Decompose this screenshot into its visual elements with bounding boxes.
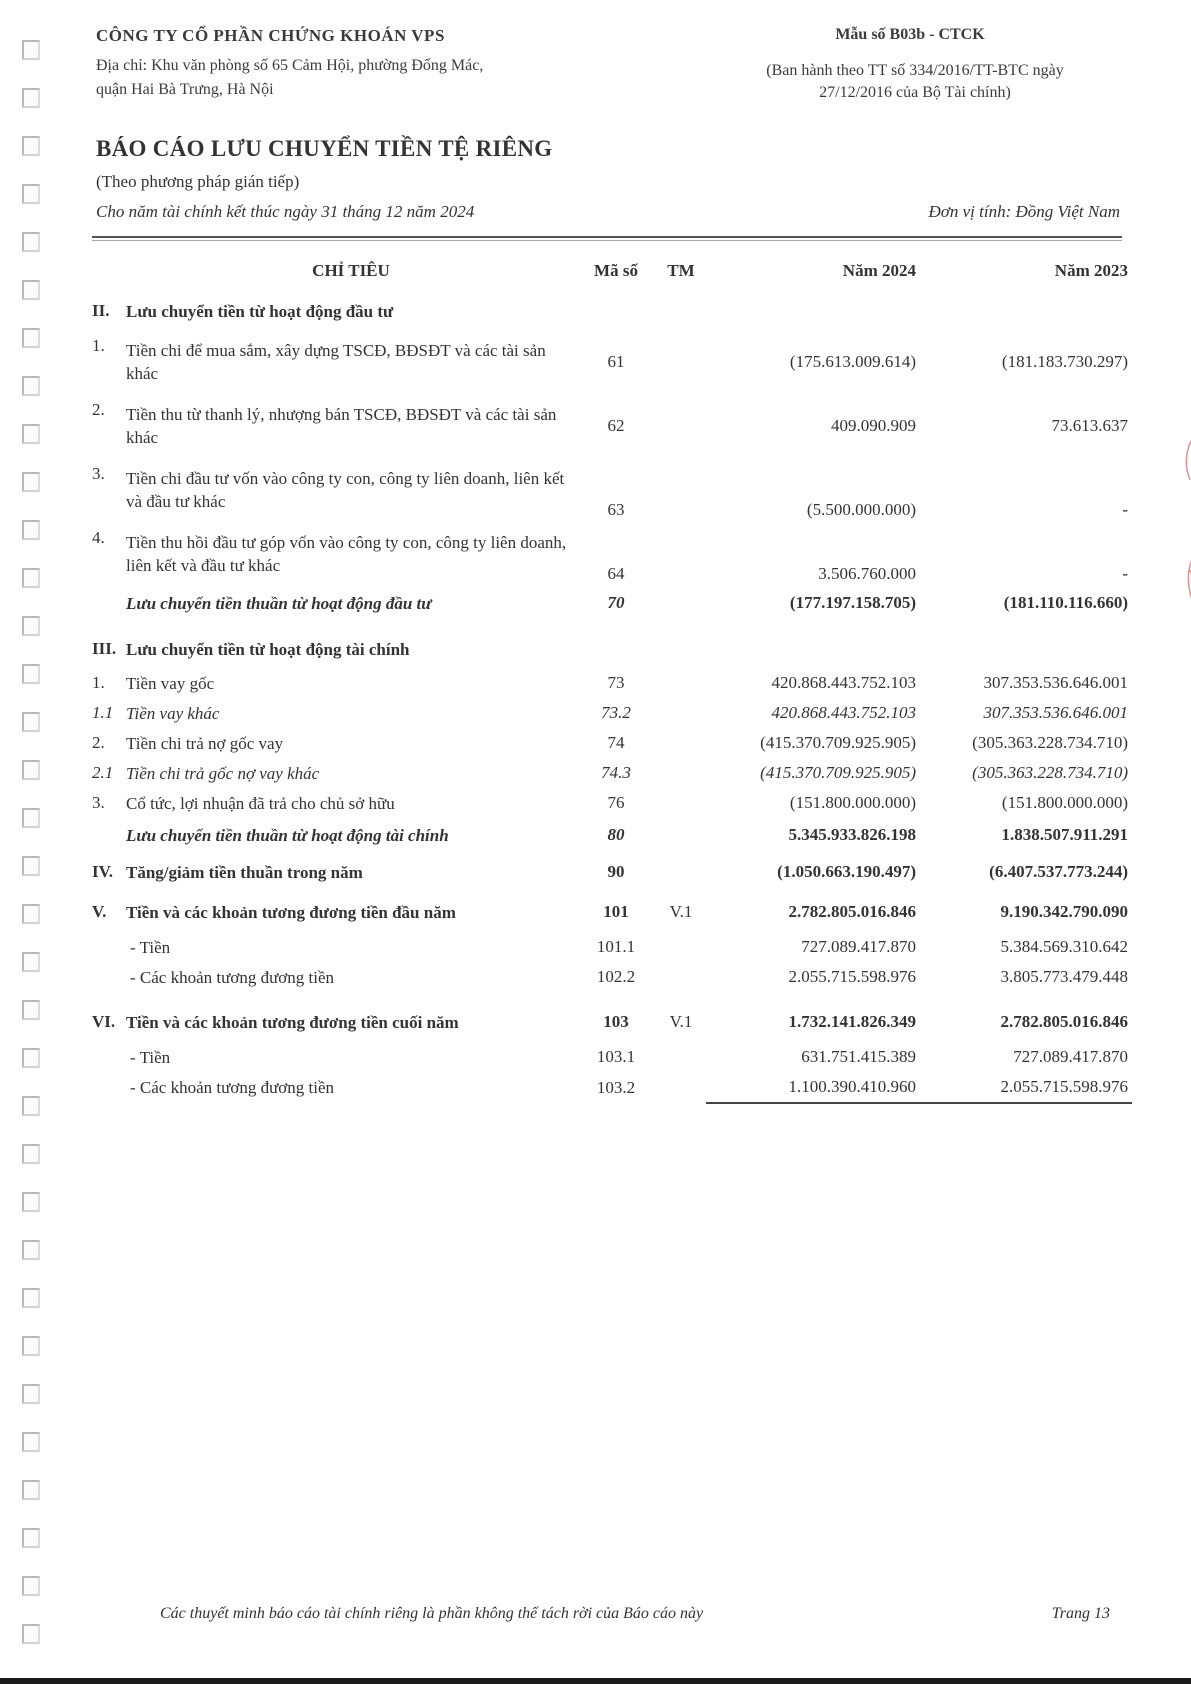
row-code: 103 [603, 1012, 629, 1031]
binding-hole [22, 1336, 40, 1356]
row-value-2023: 5.384.569.310.642 [1000, 937, 1128, 956]
row-note: V.1 [669, 902, 693, 921]
form-issued-line2: 27/12/2016 của Bộ Tài chính) [819, 84, 1011, 101]
form-code: Mẫu số B03b - CTCK [835, 26, 985, 43]
binding-hole [22, 472, 40, 492]
row-value-2023: 3.805.773.479.448 [1000, 967, 1128, 986]
table-row [92, 330, 1132, 394]
binding-hole [22, 568, 40, 588]
binding-hole [22, 808, 40, 828]
binding-hole [22, 328, 40, 348]
binding-hole [22, 1432, 40, 1452]
row-value-2024: 2.782.805.016.846 [788, 902, 916, 921]
row-code: 76 [607, 793, 625, 812]
row-value-2024: 1.732.141.826.349 [788, 1012, 916, 1031]
binding-hole [22, 760, 40, 780]
binding-hole [22, 40, 40, 60]
company-name: CÔNG TY CỔ PHẦN CHỨNG KHOÁN VPS [96, 26, 445, 45]
row-label: Tiền chi đầu tư vốn vào công ty con, công ty liên doanh, liên kết và đầu tư khác [126, 469, 565, 511]
row-value-2024: (151.800.000.000) [789, 793, 916, 812]
section-label: Lưu chuyển tiền từ hoạt động đầu tư [126, 301, 394, 321]
binding-hole [22, 1288, 40, 1308]
net-code: 70 [607, 593, 625, 612]
table-row [92, 932, 1132, 962]
section-index: III. [92, 639, 117, 658]
row-value-2024: (5.500.000.000) [806, 500, 916, 519]
binding-hole [22, 184, 40, 204]
row-label: Tiền thu hồi đầu tư góp vốn vào công ty con, công ty liên doanh, liên kết và đầu tư khác [126, 533, 567, 575]
scan-bottom-edge [0, 1678, 1191, 1684]
binding-hole [22, 1000, 40, 1020]
row-label: Tiền vay khác [126, 703, 220, 723]
row-value-2023: - [1122, 500, 1128, 519]
row-value-2024: (415.370.709.925.905) [760, 763, 916, 782]
header-label: CHỈ TIÊU [312, 261, 390, 280]
opening-cash-row [92, 892, 1132, 932]
section-label: Tăng/giảm tiền thuần trong năm [126, 862, 363, 882]
row-value-2024: 2.055.715.598.976 [788, 967, 916, 986]
header-2024: Năm 2024 [842, 261, 916, 280]
net-value-2023: (181.110.116.660) [1003, 593, 1128, 612]
row-label: Tiền thu từ thanh lý, nhượng bán TSCĐ, BĐSĐT và các tài sản khác [126, 405, 557, 447]
table-row [92, 788, 1132, 818]
binding-holes [22, 40, 46, 1680]
binding-hole [22, 856, 40, 876]
section-index: II. [92, 301, 110, 320]
binding-hole [22, 904, 40, 924]
binding-hole [22, 616, 40, 636]
binding-hole [22, 232, 40, 252]
net-code: 80 [607, 825, 625, 844]
row-code: 103.1 [596, 1047, 636, 1066]
table-row [92, 1042, 1132, 1072]
net-label: Lưu chuyển tiền thuần từ hoạt động tài chính [126, 825, 449, 845]
table-row [92, 728, 1132, 758]
section-index: IV. [92, 862, 113, 881]
table-row [92, 522, 1132, 586]
binding-hole [22, 1048, 40, 1068]
binding-hole [22, 1192, 40, 1212]
binding-hole [22, 136, 40, 156]
row-code: 63 [607, 500, 625, 519]
row-index: 1. [92, 336, 105, 355]
currency-unit: Đơn vị tính: Đồng Việt Nam [928, 202, 1120, 221]
row-code: 74 [607, 733, 625, 752]
company-address-line2: quận Hai Bà Trưng, Hà Nội [96, 81, 274, 98]
report-period: Cho năm tài chính kết thúc ngày 31 tháng 12 năm 2024 [96, 202, 475, 221]
row-value-2023: 9.190.342.790.090 [1000, 902, 1128, 921]
row-index: 1. [92, 673, 105, 692]
binding-hole [22, 1384, 40, 1404]
row-code: 103.2 [596, 1077, 636, 1097]
row-value-2023: (305.363.228.734.710) [972, 763, 1128, 782]
row-index: 3. [92, 464, 105, 483]
row-value-2023: (305.363.228.734.710) [972, 733, 1128, 752]
binding-hole [22, 664, 40, 684]
section-index: V. [92, 902, 107, 921]
row-value-2023: 727.089.417.870 [1013, 1047, 1128, 1066]
header-2023: Năm 2023 [1054, 261, 1128, 280]
row-value-2023: (181.183.730.297) [1001, 352, 1128, 371]
row-code: 90 [607, 862, 625, 881]
form-issued-line1: (Ban hành theo TT số 334/2016/TT-BTC ngày [766, 62, 1064, 79]
net-value-2024: 5.345.933.826.198 [788, 825, 916, 844]
row-code: 61 [607, 352, 625, 371]
row-code: 73 [607, 673, 625, 692]
row-code: 101 [603, 902, 629, 921]
row-index: 2.1 [92, 763, 114, 782]
net-value-2023: 1.838.507.911.291 [1001, 825, 1128, 844]
header-rule-thin [92, 240, 1122, 241]
binding-hole [22, 1480, 40, 1500]
row-value-2024: 727.089.417.870 [801, 937, 916, 956]
row-value-2023: 73.613.637 [1051, 416, 1128, 435]
row-value-2024: (1.050.663.190.497) [777, 862, 916, 881]
binding-hole [22, 712, 40, 732]
binding-hole [22, 520, 40, 540]
row-label: Tiền chi trả nợ gốc vay [126, 733, 284, 753]
binding-hole [22, 1240, 40, 1260]
row-value-2023: 2.782.805.016.846 [1000, 1012, 1128, 1031]
red-stamp-fragment [1160, 420, 1191, 620]
net-change-row [92, 852, 1132, 892]
row-label: - Các khoản tương đương tiền [130, 1078, 335, 1097]
binding-hole [22, 1624, 40, 1644]
net-cash-investing-row [92, 586, 1132, 620]
binding-hole [22, 424, 40, 444]
row-value-2023: - [1122, 564, 1128, 583]
row-label: - Tiền [130, 937, 171, 957]
page-number: Trang 13 [1051, 1605, 1110, 1622]
row-value-2024: (415.370.709.925.905) [760, 733, 916, 752]
row-code: 62 [607, 416, 625, 435]
table-row [92, 758, 1132, 788]
row-value-2024: 3.506.760.000 [818, 564, 916, 583]
table-row [92, 394, 1132, 458]
row-index: 1.1 [92, 703, 114, 722]
report-subtitle: (Theo phương pháp gián tiếp) [96, 172, 300, 191]
row-label: - Các khoản tương đương tiền [130, 967, 335, 987]
table-row [92, 1072, 1132, 1103]
row-value-2024: 631.751.415.389 [801, 1047, 916, 1066]
binding-hole [22, 376, 40, 396]
row-value-2024: 420.868.443.752.103 [771, 673, 916, 692]
row-code: 102.2 [596, 967, 636, 986]
table-row [92, 668, 1132, 698]
row-code: 74.3 [601, 763, 631, 782]
row-value-2023: 307.353.536.646.001 [983, 673, 1128, 692]
closing-cash-row [92, 1002, 1132, 1042]
binding-hole [22, 1576, 40, 1596]
header-code: Mã số [594, 261, 638, 280]
row-label: Tiền vay gốc [126, 673, 215, 693]
section-label: Lưu chuyển tiền từ hoạt động tài chính [126, 639, 410, 659]
row-index: 3. [92, 793, 105, 812]
row-value-2023: 307.353.536.646.001 [983, 703, 1128, 722]
company-address-line1: Địa chỉ: Khu văn phòng số 65 Cảm Hội, phường Đống Mác, [96, 57, 484, 74]
net-label: Lưu chuyển tiền thuần từ hoạt động đầu tư [126, 593, 432, 613]
table-row [92, 962, 1132, 992]
header-note: TM [667, 261, 695, 280]
section-label: Tiền và các khoản tương đương tiền đầu năm [126, 902, 456, 922]
row-value-2024: 1.100.390.410.960 [706, 1072, 916, 1103]
row-label: Tiền chi trả gốc nợ vay khác [126, 763, 320, 783]
row-value-2023: 2.055.715.598.976 [916, 1072, 1132, 1103]
row-index: 2. [92, 400, 105, 419]
binding-hole [22, 88, 40, 108]
row-value-2023: (151.800.000.000) [1001, 793, 1128, 812]
cash-flow-table [92, 250, 1132, 1104]
net-cash-financing-row [92, 818, 1132, 852]
report-title: BÁO CÁO LƯU CHUYỂN TIỀN TỆ RIÊNG [96, 136, 553, 161]
row-label: - Tiền [130, 1047, 171, 1067]
header-rule [92, 236, 1122, 238]
row-value-2024: (175.613.009.614) [789, 352, 916, 371]
row-value-2024: 409.090.909 [831, 416, 916, 435]
section-index: VI. [92, 1012, 116, 1031]
footer-note: Các thuyết minh báo cáo tài chính riêng là phần không thể tách rời của Báo cáo này [160, 1605, 704, 1622]
row-value-2024: 420.868.443.752.103 [771, 703, 916, 722]
row-code: 73.2 [601, 703, 631, 722]
row-index: 4. [92, 528, 105, 547]
row-label: Tiền chi để mua sắm, xây dựng TSCĐ, BĐSĐT và các tài sản khác [126, 341, 546, 383]
binding-hole [22, 952, 40, 972]
section-label: Tiền và các khoản tương đương tiền cuối năm [126, 1012, 459, 1032]
binding-hole [22, 280, 40, 300]
row-label: Cổ tức, lợi nhuận đã trả cho chủ sở hữu [126, 793, 395, 813]
section-heading [92, 292, 1132, 330]
row-index: 2. [92, 733, 105, 752]
table-header-row [92, 250, 1132, 292]
table-row [92, 698, 1132, 728]
binding-hole [22, 1144, 40, 1164]
row-value-2023: (6.407.537.773.244) [989, 862, 1128, 881]
row-code: 64 [607, 564, 625, 583]
row-note: V.1 [669, 1012, 693, 1031]
net-value-2024: (177.197.158.705) [789, 593, 916, 612]
section-heading [92, 630, 1132, 668]
binding-hole [22, 1528, 40, 1548]
table-row [92, 458, 1132, 522]
row-code: 101.1 [596, 937, 636, 956]
binding-hole [22, 1096, 40, 1116]
